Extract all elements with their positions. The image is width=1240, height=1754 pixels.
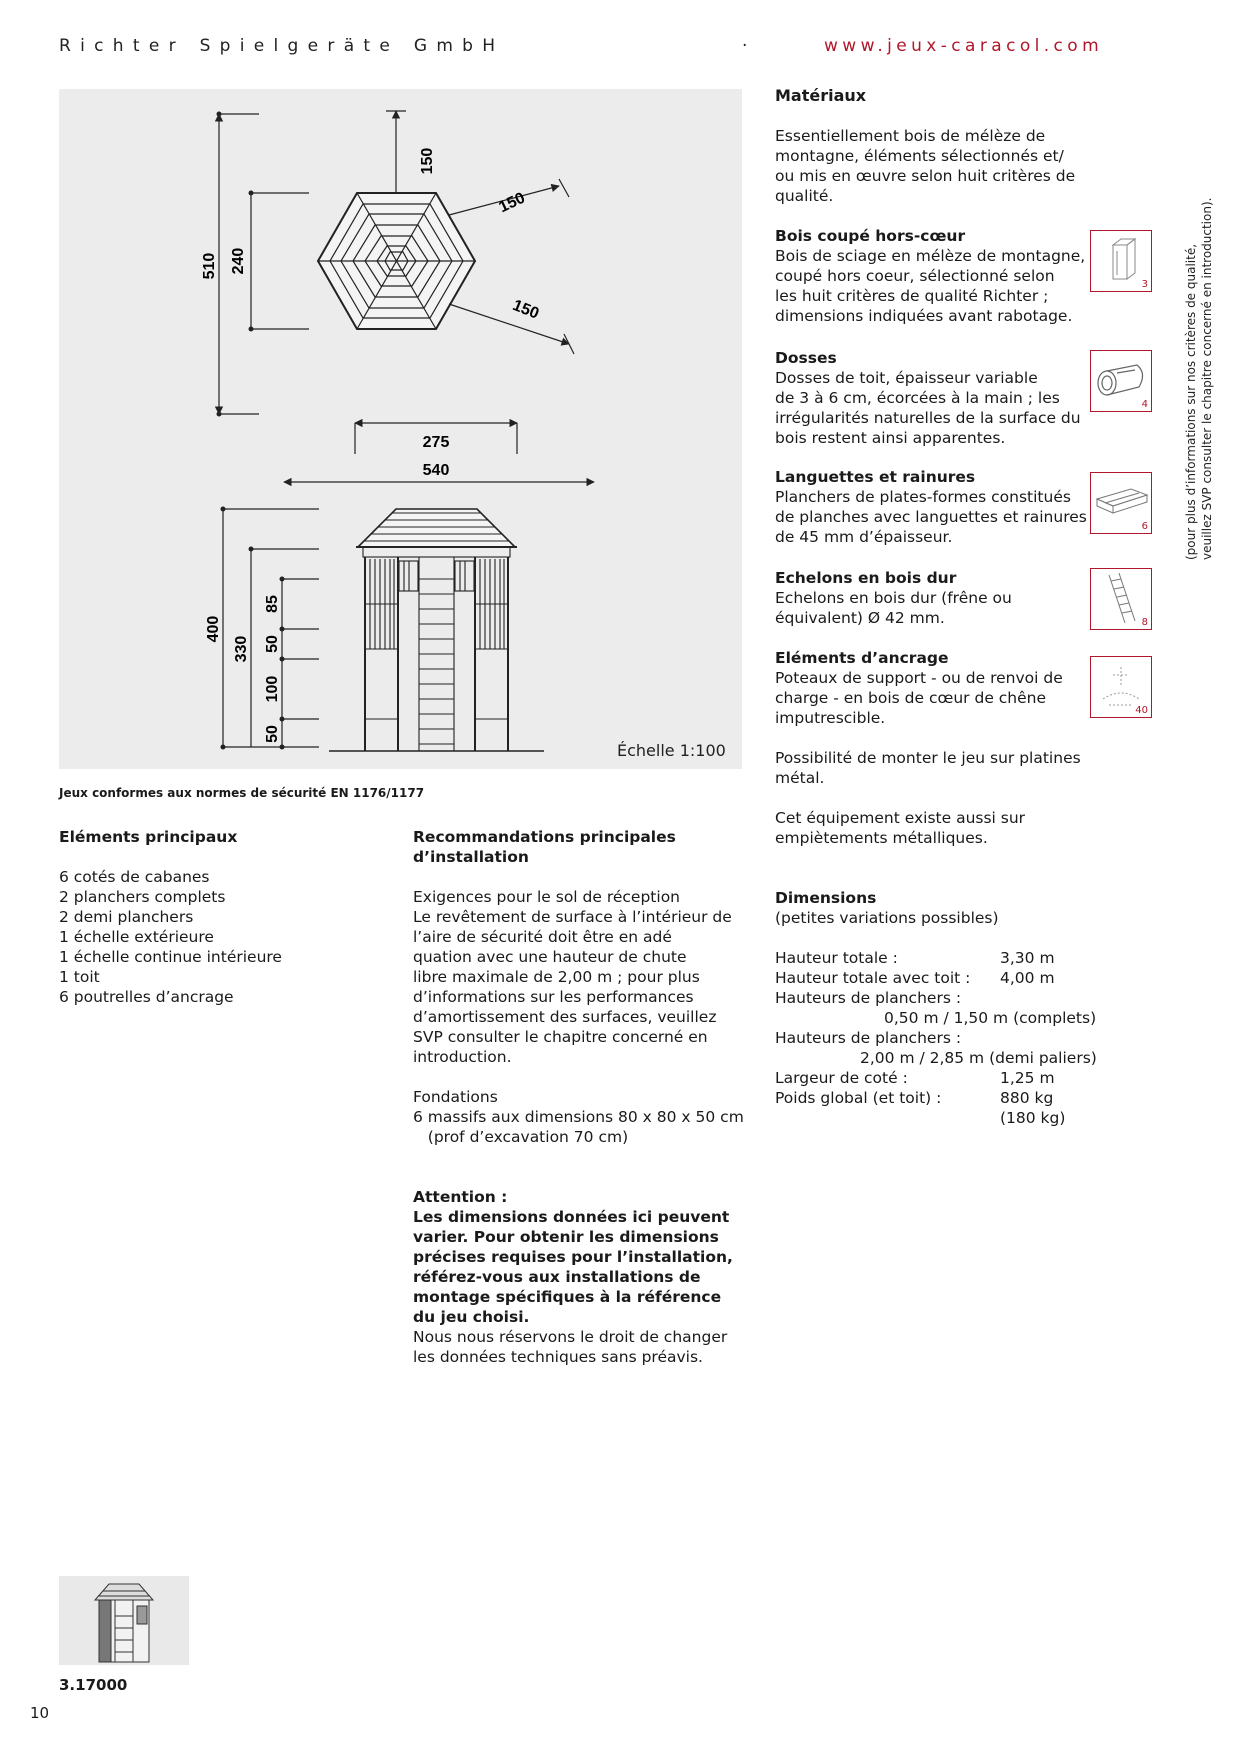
dimension-value: 0,50 m / 1,50 m (complets) bbox=[884, 1009, 1097, 1027]
dim-85: 85 bbox=[264, 595, 281, 613]
dimension-value: 1,25 m bbox=[1000, 1069, 1055, 1087]
install-title-1: Recommandations principales bbox=[413, 828, 676, 846]
install-title-2: d’installation bbox=[413, 848, 529, 866]
icon-number: 3 bbox=[1141, 279, 1148, 290]
material-text: Dosses de toit, épaisseur variable de 3 à 6 cm, écorcées à la main ; les irrégularités naturelles de la surface du bois restent ainsi apparentes. bbox=[775, 369, 1081, 447]
dimension-row bbox=[775, 1088, 1105, 1108]
material-title: Bois coupé hors-cœur bbox=[775, 227, 966, 245]
dimension-value: 2,00 m / 2,85 m (demi paliers) bbox=[860, 1049, 1097, 1067]
material-title: Dosses bbox=[775, 349, 837, 367]
product-thumbnail bbox=[59, 1576, 189, 1665]
log-icon bbox=[1090, 350, 1152, 412]
material-text: Planchers de plates-formes constitués de planches avec languettes et rainures de 45 mm d’épaisseur. bbox=[775, 488, 1087, 546]
icon-number: 8 bbox=[1141, 617, 1148, 628]
element-item: 1 échelle extérieure bbox=[59, 928, 214, 946]
dimension-row bbox=[775, 968, 1105, 988]
dim-540: 540 bbox=[422, 462, 450, 479]
dimensions-table bbox=[775, 948, 1105, 1133]
ladder-icon bbox=[1090, 568, 1152, 630]
dim-240: 240 bbox=[230, 247, 247, 275]
quality-side-note bbox=[1183, 197, 1215, 560]
dimension-value: 880 kg bbox=[1000, 1089, 1054, 1107]
dimension-row bbox=[775, 948, 1105, 968]
dim-100: 100 bbox=[264, 675, 281, 703]
materials-title: Matériaux bbox=[775, 86, 867, 105]
material-item bbox=[775, 467, 1095, 547]
dimension-value: 3,30 m bbox=[1000, 949, 1055, 967]
element-item: 6 poutrelles d’ancrage bbox=[59, 988, 234, 1006]
element-item: 6 cotés de cabanes bbox=[59, 868, 210, 886]
technical-drawing bbox=[59, 89, 742, 769]
dim-510: 510 bbox=[201, 252, 218, 280]
installation-section bbox=[413, 827, 743, 1367]
page-number: 10 bbox=[30, 1704, 50, 1722]
dimension-label: Hauteur totale : bbox=[775, 949, 898, 967]
dim-150-diag2: 150 bbox=[510, 296, 542, 323]
tongue-groove-icon bbox=[1090, 472, 1152, 534]
material-title: Echelons en bois dur bbox=[775, 569, 957, 587]
icon-number: 6 bbox=[1141, 521, 1148, 532]
material-text: Echelons en bois dur (frêne ou équivalent) Ø 42 mm. bbox=[775, 589, 1012, 627]
dimension-label: Poids global (et toit) : bbox=[775, 1089, 942, 1107]
safety-norms: Jeux conformes aux normes de sécurité EN 1176/1177 bbox=[59, 786, 425, 800]
dimensions-title: Dimensions bbox=[775, 889, 877, 907]
drawing-svg bbox=[59, 89, 742, 769]
dimension-row bbox=[775, 1028, 1105, 1048]
material-item bbox=[775, 648, 1095, 728]
side-note-line-1: (pour plus d’informations sur nos critères de qualité, bbox=[1184, 243, 1198, 560]
dimension-label: Hauteurs de planchers : bbox=[775, 989, 962, 1007]
material-item bbox=[775, 348, 1095, 448]
materials-intro: Essentiellement bois de mélèze de montagne, éléments sélectionnés et/ ou mis en œuvre selon huit critères de qualité. bbox=[775, 127, 1076, 205]
dim-400: 400 bbox=[205, 615, 222, 643]
dimensions-section bbox=[775, 888, 1105, 928]
dimension-label: Hauteurs de planchers : bbox=[775, 1029, 962, 1047]
metal-option: Possibilité de monter le jeu sur platines métal. bbox=[775, 749, 1081, 787]
reserve-rights: Nous nous réservons le droit de changer les données techniques sans préavis. bbox=[413, 1328, 728, 1366]
product-code: 3.17000 bbox=[59, 1676, 128, 1694]
material-item bbox=[775, 226, 1095, 326]
element-item: 1 échelle continue intérieure bbox=[59, 948, 282, 966]
dim-50b: 50 bbox=[264, 725, 281, 743]
dimension-label: Largeur de coté : bbox=[775, 1069, 908, 1087]
metal-variant: Cet équipement existe aussi sur empiètements métalliques. bbox=[775, 809, 1026, 847]
material-title: Eléments d’ancrage bbox=[775, 649, 949, 667]
material-text: Poteaux de support - ou de renvoi de charge - en bois de cœur de chêne imputrescible. bbox=[775, 669, 1063, 727]
ground-requirements: Exigences pour le sol de réception Le revêtement de surface à l’intérieur de l’aire de sécurité doit être en adé quation avec une hauteur de chute libre maximale de 2,00 m ; pour plus d’informations sur les performances d’amortissement des surfaces, veuillez SVP consulter le chapitre concerné en introduction. bbox=[413, 888, 732, 1066]
top-view bbox=[318, 193, 475, 329]
dim-150-diag1: 150 bbox=[496, 189, 528, 217]
attention-text: Les dimensions données ici peuvent varier. Pour obtenir les dimensions précises requises pour l’installation, référez-vous aux installations de montage spécifiques à la référence du jeu choisi. bbox=[413, 1208, 733, 1326]
side-note-line-2: veuillez SVP consulter le chapitre concerné en introduction). bbox=[1200, 197, 1214, 560]
materials-section bbox=[775, 86, 1095, 206]
front-view bbox=[329, 509, 544, 751]
icon-number: 40 bbox=[1135, 705, 1148, 716]
company-name: Richter Spielgeräte GmbH bbox=[59, 36, 505, 56]
material-text: Bois de sciage en mélèze de montagne, coupé hors coeur, sélectionné selon les huit critères de qualité Richter ; dimensions indiquées avant rabotage. bbox=[775, 247, 1086, 325]
dimension-label: Hauteur totale avec toit : bbox=[775, 969, 971, 987]
main-elements-title: Eléments principaux bbox=[59, 828, 238, 846]
dimension-row bbox=[775, 1068, 1105, 1088]
dim-275: 275 bbox=[422, 434, 450, 451]
main-elements-section bbox=[59, 827, 379, 1007]
dimensions-subtitle: (petites variations possibles) bbox=[775, 909, 999, 927]
element-item: 1 toit bbox=[59, 968, 100, 986]
dimension-row bbox=[775, 988, 1105, 1008]
website-link[interactable]: www.jeux-caracol.com bbox=[824, 36, 1104, 56]
dimension-value: (180 kg) bbox=[1000, 1109, 1066, 1127]
element-item: 2 planchers complets bbox=[59, 888, 226, 906]
material-item bbox=[775, 568, 1095, 628]
dimension-value: 4,00 m bbox=[1000, 969, 1055, 987]
material-title: Languettes et rainures bbox=[775, 468, 976, 486]
dim-150-up: 150 bbox=[419, 147, 436, 175]
attention-title: Attention : bbox=[413, 1188, 508, 1206]
dim-50a: 50 bbox=[264, 635, 281, 653]
icon-number: 4 bbox=[1141, 399, 1148, 410]
timber-icon bbox=[1090, 230, 1152, 292]
element-item: 2 demi planchers bbox=[59, 908, 194, 926]
header-dot: · bbox=[742, 36, 757, 56]
foundations: Fondations 6 massifs aux dimensions 80 x 80 x 50 cm (prof d’excavation 70 cm) bbox=[413, 1088, 744, 1146]
dim-330: 330 bbox=[233, 635, 250, 663]
anchor-icon bbox=[1090, 656, 1152, 718]
drawing-scale: Échelle 1:100 bbox=[617, 741, 726, 760]
